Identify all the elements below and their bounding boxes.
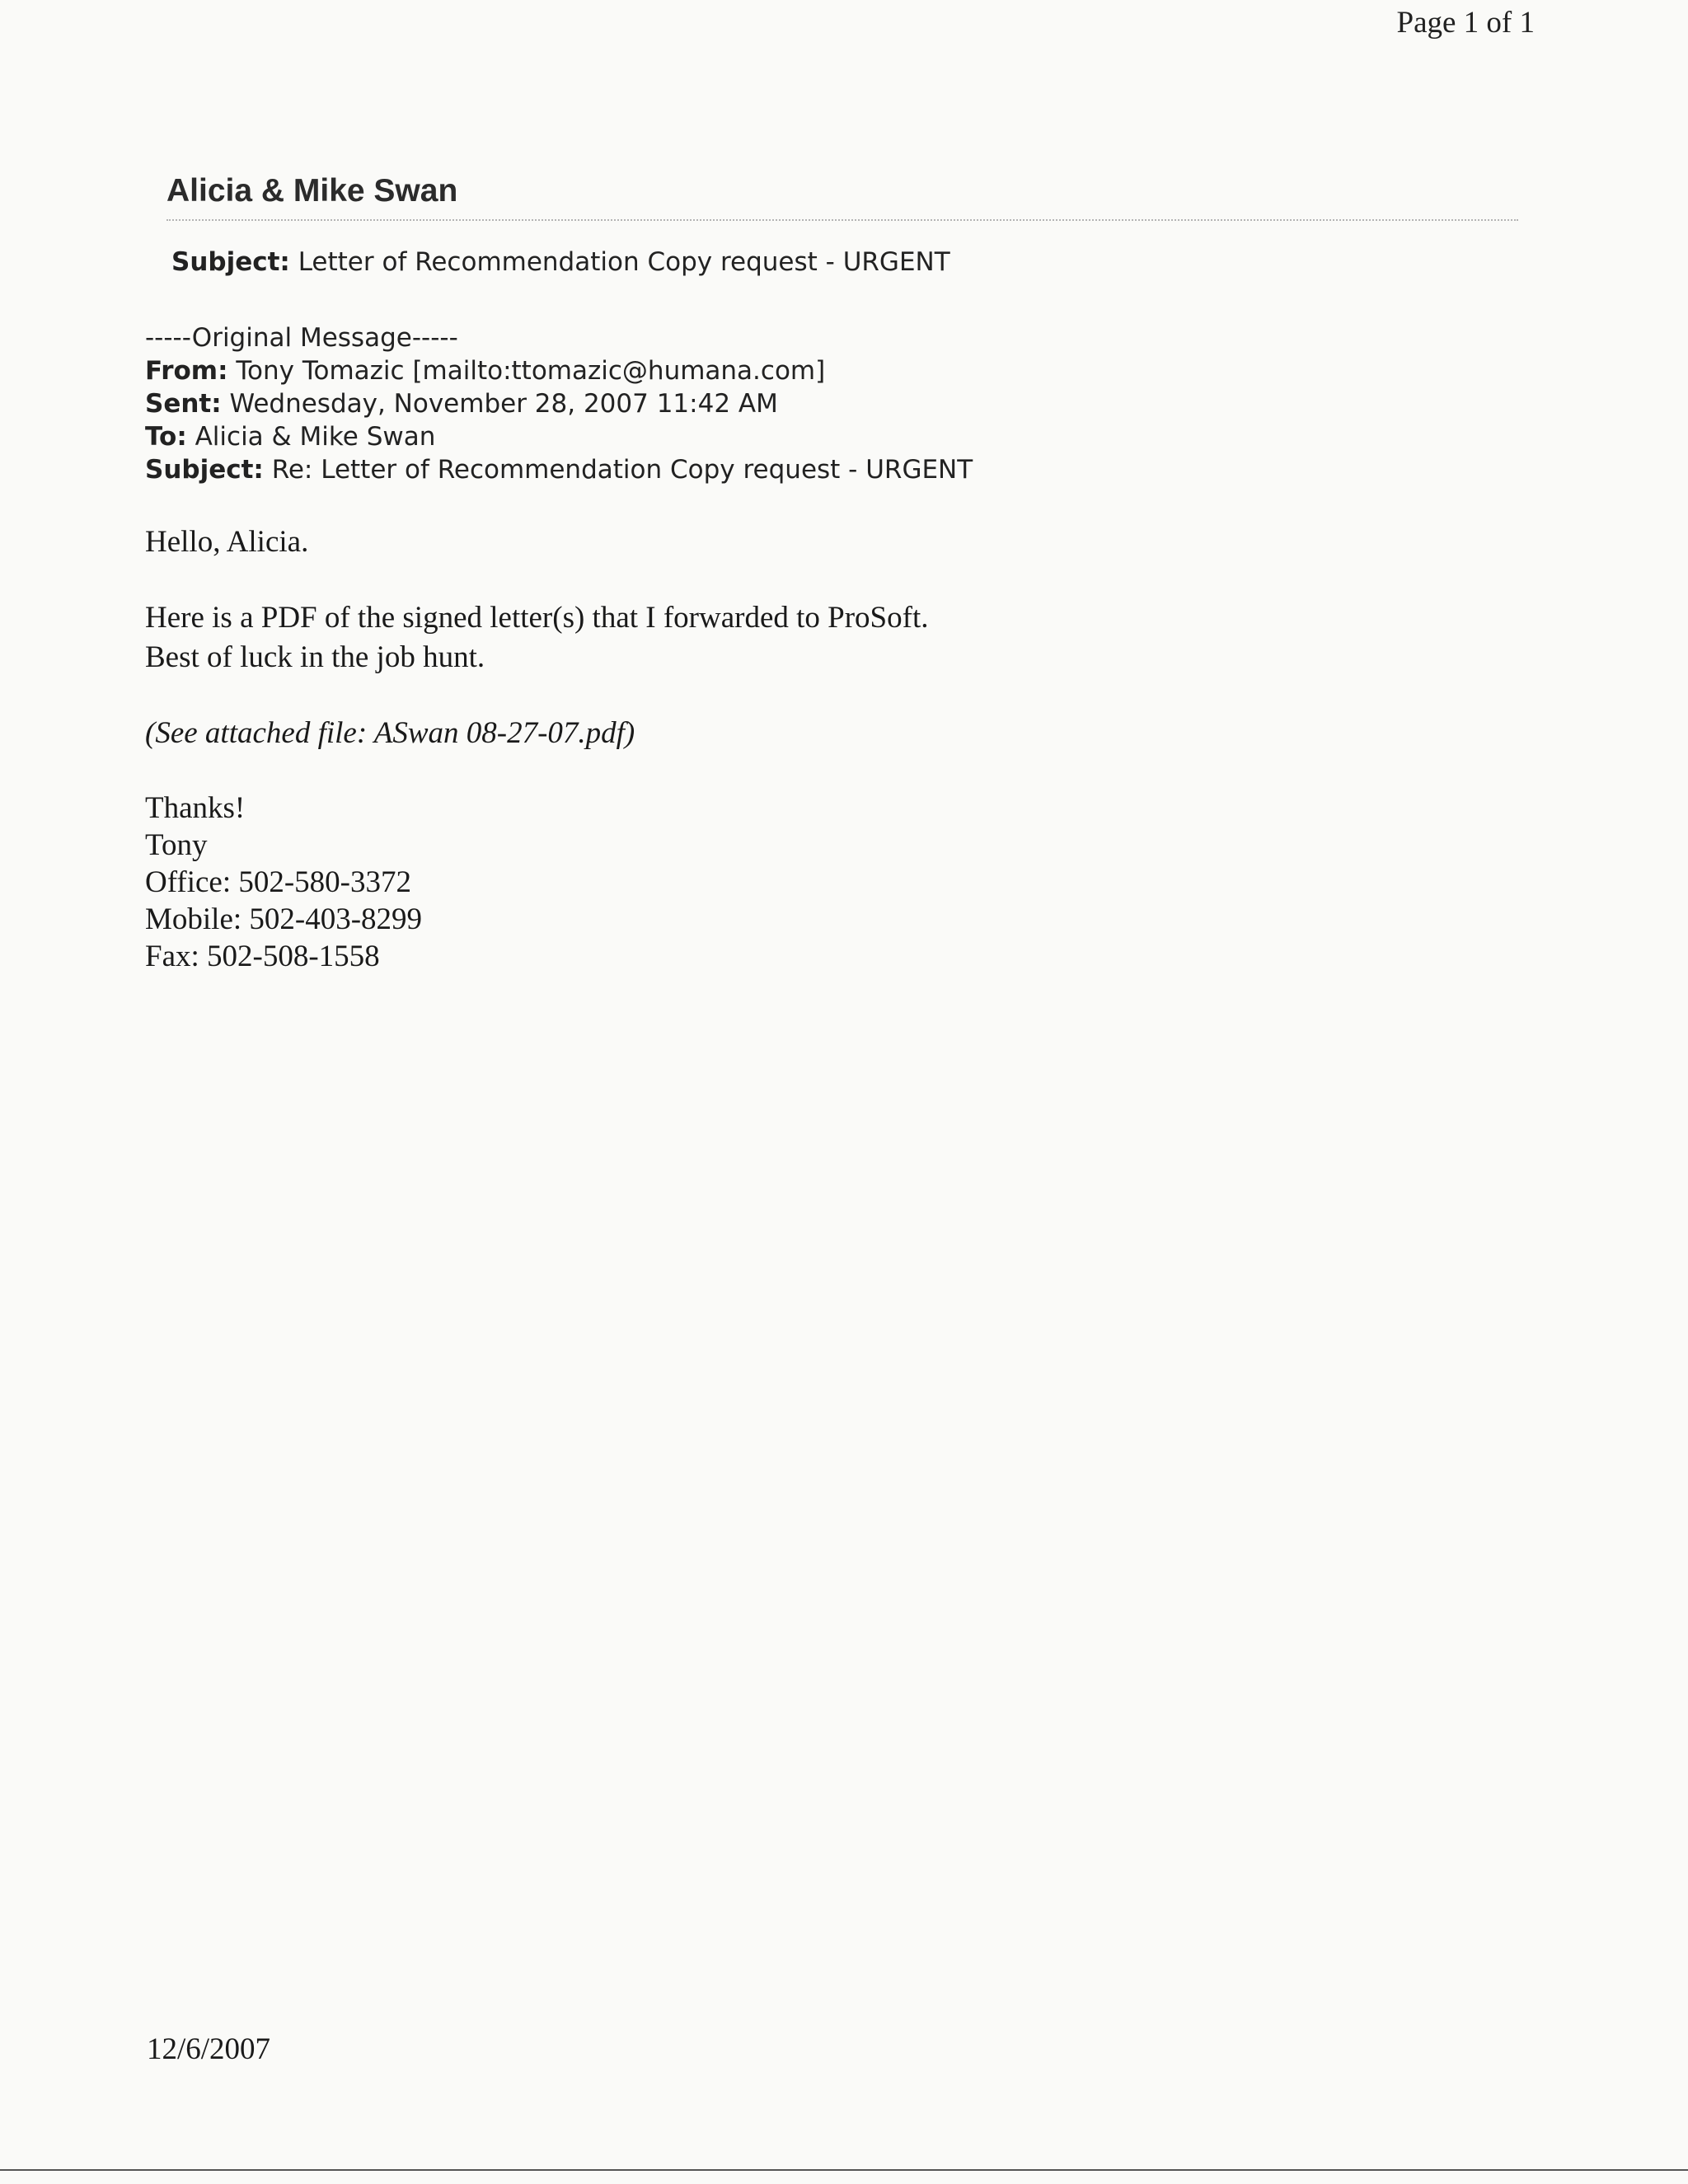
print-date: 12/6/2007 — [147, 2032, 271, 2066]
signature-mobile-phone: Mobile: 502-403-8299 — [145, 902, 423, 936]
original-message-separator: -----Original Message----- — [145, 323, 458, 353]
attachment-note: (See attached file: ASwan 08-27-07.pdf) — [145, 716, 635, 750]
message-line: Best of luck in the job hunt. — [145, 640, 485, 674]
sent-row — [145, 387, 973, 420]
from-value: Tony Tomazic [mailto:ttomazic@humana.com] — [236, 356, 826, 386]
signature-fax: Fax: 502-508-1558 — [145, 940, 380, 973]
subject-value: Letter of Recommendation Copy request - URGENT — [298, 247, 950, 277]
signature-closing: Thanks! — [145, 791, 246, 825]
signature-name: Tony — [145, 828, 208, 862]
greeting: Hello, Alicia. — [145, 525, 309, 559]
sent-label: Sent: — [145, 389, 222, 419]
message-body — [145, 523, 1299, 975]
to-row — [145, 420, 973, 453]
to-value: Alicia & Mike Swan — [195, 422, 436, 452]
original-subject-value: Re: Letter of Recommendation Copy request - URGENT — [271, 455, 973, 485]
signature-block — [145, 790, 1299, 975]
header-divider — [166, 219, 1518, 221]
signature-office-phone: Office: 502-580-3372 — [145, 865, 411, 899]
subject-label: Subject: — [171, 247, 290, 277]
scan-bottom-edge — [0, 2169, 1688, 2171]
message-text — [145, 598, 1299, 677]
email-subject-line — [171, 244, 950, 280]
original-subject-label: Subject: — [145, 455, 264, 485]
to-label: To: — [145, 422, 187, 452]
original-message-header — [145, 321, 973, 486]
original-subject-row — [145, 453, 973, 486]
from-label: From: — [145, 356, 228, 386]
sender-name-heading: Alicia & Mike Swan — [166, 173, 458, 209]
message-line: Here is a PDF of the signed letter(s) that I forwarded to ProSoft. — [145, 601, 929, 635]
from-row — [145, 354, 973, 387]
sent-value: Wednesday, November 28, 2007 11:42 AM — [229, 389, 778, 419]
page-number: Page 1 of 1 — [1396, 6, 1535, 40]
